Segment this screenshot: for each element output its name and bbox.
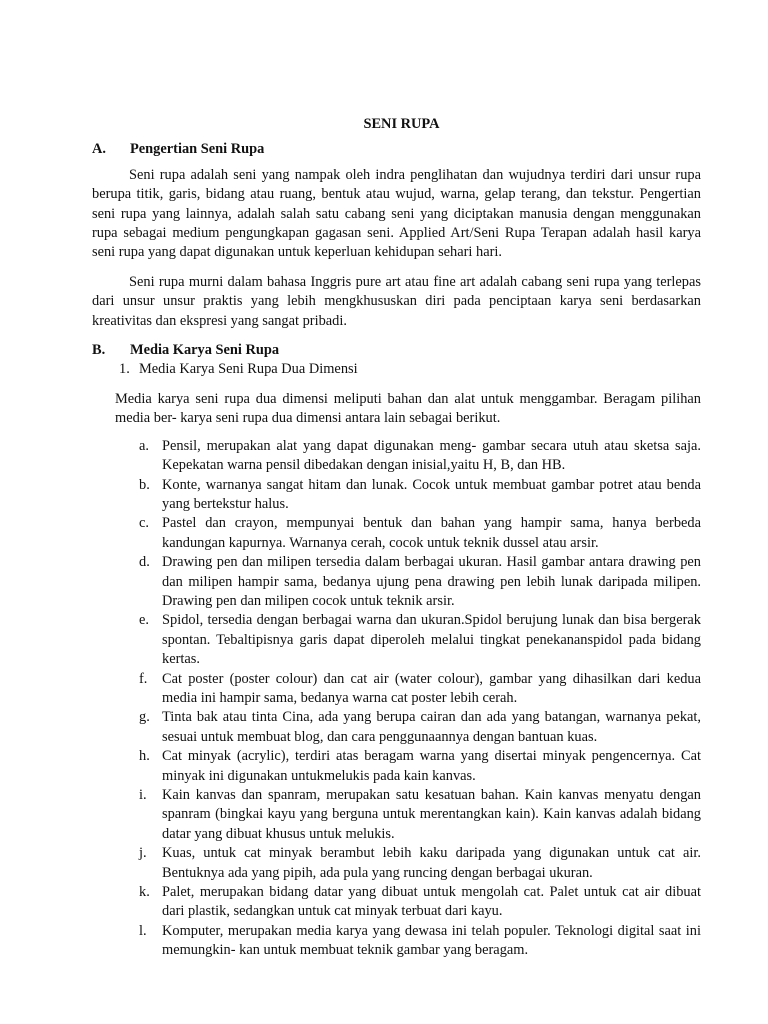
list-item-marker: l. (139, 922, 147, 939)
list-item-marker: b. (139, 476, 150, 493)
list-item (139, 747, 701, 786)
subsection-intro: Media karya seni rupa dua dimensi meliputi bahan dan alat untuk menggambar. Beragam pilihan media ber- karya seni rupa dua dimensi antara lain sebagai berikut. (115, 390, 701, 427)
list-item-marker: h. (139, 748, 150, 765)
list-item (139, 786, 701, 844)
list-item-marker: a. (139, 437, 149, 454)
list-item-text: Spidol, tersedia dengan berbagai warna dan ukuran.Spidol berujung lunak dan bisa bergerak spontan. Tebaltipisnya garis dapat diperoleh melalui tingkat penekananspidol pada bidang kertas. (162, 612, 701, 668)
list-item (139, 844, 701, 883)
list-item-text: Kuas, untuk cat minyak berambut lebih kaku daripada yang digunakan untuk cat air. Bentuknya ada yang pipih, ada pula yang runcing dengan berbagai ukuran. (162, 845, 701, 881)
list-item-text: Kain kanvas dan spanram, merupakan satu kesatuan bahan. Kain kanvas menyatu dengan spanram (bingkai kayu yang berguna untuk merentangkan kain). Kain kanvas adalah bidang datar yang dibuat khusus untuk melukis. (162, 787, 701, 842)
list-item-text: Tinta bak atau tinta Cina, ada yang berupa cairan dan ada yang batangan, warnanya pekat, sesuai untuk membuat blog, dan cara penggunaannya dengan bantuan kuas. (162, 709, 701, 745)
media-list (92, 437, 701, 961)
list-item-marker: i. (139, 787, 147, 803)
list-item (139, 883, 701, 922)
list-item-text: Konte, warnanya sangat hitam dan lunak. Cocok untuk membuat gambar potret atau benda yang bertekstur halus. (162, 476, 701, 512)
section-a-paragraph-1: Seni rupa adalah seni yang nampak oleh indra penglihatan dan wujudnya terdiri dari unsur rupa berupa titik, garis, bidang atau ruang, bentuk atau wujud, warna, gelap terang, dan tekstur. Pengertian seni rupa yang lainnya, adalah salah satu cabang seni yang diciptakan manusia dengan menggunakan rupa sebagai medium pengungkapan gagasan seni. Applied Art/Seni Rupa Terapan adalah hasil karya seni rupa yang dapat digunakan untuk keperluan kehidupan sehari hari. (92, 166, 701, 261)
section-a-paragraph-2: Seni rupa murni dalam bahasa Inggris pure art atau fine art adalah cabang seni rupa yang terlepas dari unsur unsur praktis yang lebih mengkhususkan diri pada penciptaan karya seni berdasarkan kreativitas dan ekspresi yang sangat pribadi. (92, 273, 701, 329)
section-a-heading (92, 140, 701, 159)
subsection-title: Media Karya Seni Rupa Dua Dimensi (139, 361, 358, 378)
list-item-marker: c. (139, 515, 149, 532)
section-b-title: Media Karya Seni Rupa (130, 342, 280, 359)
section-a-title: Pengertian Seni Rupa (130, 141, 265, 158)
list-item (139, 708, 701, 747)
list-item-marker: g. (139, 709, 150, 726)
list-item (139, 670, 701, 709)
list-item-text: Cat minyak (acrylic), terdiri atas beragam warna yang disertai minyak pengencernya. Cat minyak ini digunakan untukmelukis pada kain kanvas. (162, 748, 701, 784)
list-item (139, 611, 701, 669)
list-item-marker: d. (139, 554, 150, 571)
section-b-heading (92, 341, 701, 360)
list-item (139, 476, 701, 515)
list-item-text: Palet, merupakan bidang datar yang dibuat untuk mengolah cat. Palet untuk cat air dibuat dari plastik, sedangkan untuk cat minyak terbuat dari kayu. (162, 884, 701, 920)
list-item (139, 553, 701, 611)
list-item-marker: e. (139, 612, 149, 629)
list-item-text: Pastel dan crayon, mempunyai bentuk dan bahan yang hampir sama, hanya berbeda kandungan kapurnya. Warnanya cerah, cocok untuk teknik dussel atau arsir. (162, 515, 701, 551)
list-item-text: Cat poster (poster colour) dan cat air (water colour), gambar yang dihasilkan dari kedua media ini hampir sama, bedanya warna cat poster lebih cerah. (162, 670, 701, 706)
section-a-label: A. (92, 141, 106, 158)
list-item-text: Pensil, merupakan alat yang dapat digunakan meng- gambar secara utuh atau sketsa saja. Kepekatan warna pensil dibedakan dengan inisial,yaitu H, B, dan HB. (162, 437, 701, 474)
list-item-text: Drawing pen dan milipen tersedia dalam berbagai ukuran. Hasil gambar antara drawing pen dan milipen hampir sama, bedanya ujung pena drawing pen lebih lunak daripada milipen. Drawing pen dan milipen cocok untuk teknik arsir. (162, 554, 701, 609)
list-item-marker: j. (139, 845, 147, 862)
subsection-heading (119, 360, 701, 379)
list-item (139, 437, 701, 476)
list-item (139, 514, 701, 553)
list-item (139, 922, 701, 961)
list-item-text: Komputer, merupakan media karya yang dewasa ini telah populer. Teknologi digital saat ini memungkin- kan untuk membuat teknik gambar yang beragam. (162, 922, 701, 959)
subsection-number: 1. (119, 361, 130, 378)
page-title: SENI RUPA (363, 116, 440, 132)
list-item-marker: f. (139, 670, 148, 687)
section-b-label: B. (92, 342, 106, 359)
list-item-marker: k. (139, 884, 150, 901)
